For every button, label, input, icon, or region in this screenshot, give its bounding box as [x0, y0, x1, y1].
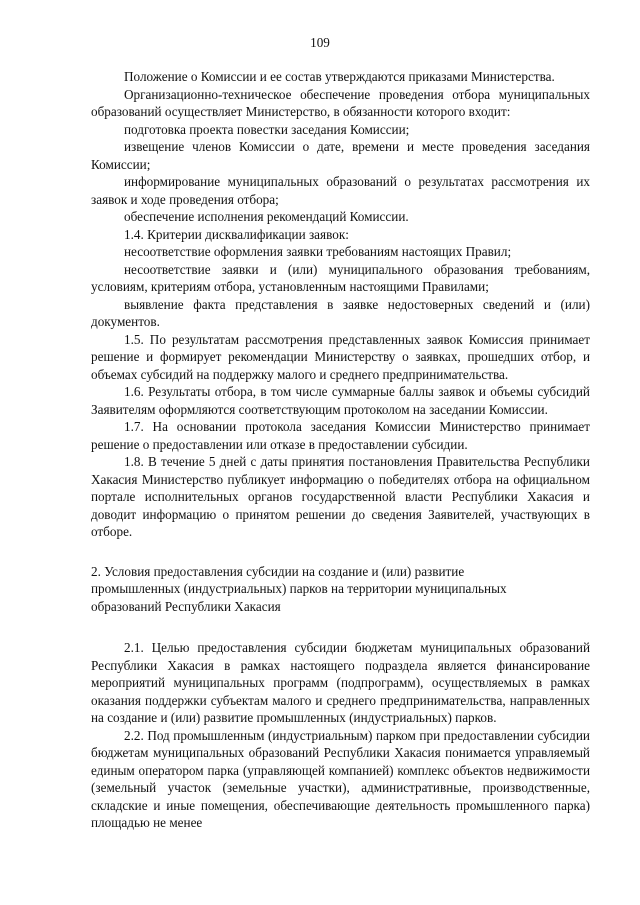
- paragraph: 1.4. Критерии дисквалификации заявок:: [124, 226, 349, 242]
- list-item: информирование муниципальных образований о результатах рассмотрения их заявок и ходе проведения отбора;: [91, 174, 590, 207]
- page-number: 109: [310, 35, 330, 50]
- list-item: выявление факта представления в заявке недостоверных сведений и (или) документов.: [91, 296, 590, 329]
- list-item: извещение членов Комиссии о дате, времени и месте проведения заседания Комиссии;: [91, 139, 590, 172]
- paragraph: 2.2. Под промышленным (индустриальным) парком при предоставлении субсидии бюджетам муниципальных образований Республики Хакасия понимается управляемый единым оператором парка (управляющей компанией) комплекс объектов недвижимости (земельный участок (земельные участки), административные, производственные, складские и иные помещения, обеспечивающие деятельность промышленного парка) площадью не менее: [91, 727, 590, 830]
- paragraph: 2.1. Целью предоставления субсидии бюджетам муниципальных образований Республики Хакасия в рамках настоящего подраздела является финансирование мероприятий муниципальных программ (подпрограмм), осуществляемых в рамках оказания поддержки субъектам малого и среднего предпринимательства, направленных на создание и (или) развитие промышленных (индустриальных) парков.: [91, 640, 590, 725]
- list-item: обеспечение исполнения рекомендаций Комиссии.: [124, 209, 409, 224]
- paragraph: 1.6. Результаты отбора, в том числе суммарные баллы заявок и объемы субсидий Заявителям оформляются соответствующим протоколом на заседании Комиссии.: [91, 384, 590, 417]
- paragraph: 1.5. По результатам рассмотрения представленных заявок Комиссия принимает решение и формирует рекомендации Министерству о заявках, прошедших отбор, и объемах субсидий на поддержку малого и среднего предпринимательства.: [91, 331, 590, 382]
- section-heading-line: 2. Условия предоставления субсидии на создание и (или) развитие: [91, 563, 465, 579]
- list-item: несоответствие оформления заявки требованиям настоящих Правил;: [124, 244, 512, 259]
- paragraph: 1.8. В течение 5 дней с даты принятия постановления Правительства Республики Хакасия Министерство публикует информацию о победителях отбора на официальном портале исполнительных органов государственной власти Республики Хакасия и доводит информацию о принятом решении до сведения Заявителей, участвующих в отборе.: [91, 454, 590, 539]
- section-heading-line: промышленных (индустриальных) парков на территории муниципальных: [91, 581, 507, 596]
- paragraph: 1.7. На основании протокола заседания Комиссии Министерство принимает решение о предоставлении или отказе в предоставлении субсидии.: [91, 419, 590, 452]
- list-item: несоответствие заявки и (или) муниципального образования требованиям, условиям, критериям отбора, установленным настоящими Правилами;: [91, 261, 590, 294]
- document-body: [91, 68, 590, 832]
- list-item: подготовка проекта повестки заседания Комиссии;: [124, 121, 410, 137]
- section-heading: [91, 563, 590, 616]
- paragraph: Организационно-техническое обеспечение проведения отбора муниципальных образований осуществляет Министерство, в обязанности которого входит:: [91, 86, 590, 119]
- section-heading-line: образований Республики Хакасия: [91, 598, 281, 614]
- paragraph: Положение о Комиссии и ее состав утверждаются приказами Министерства.: [124, 69, 555, 84]
